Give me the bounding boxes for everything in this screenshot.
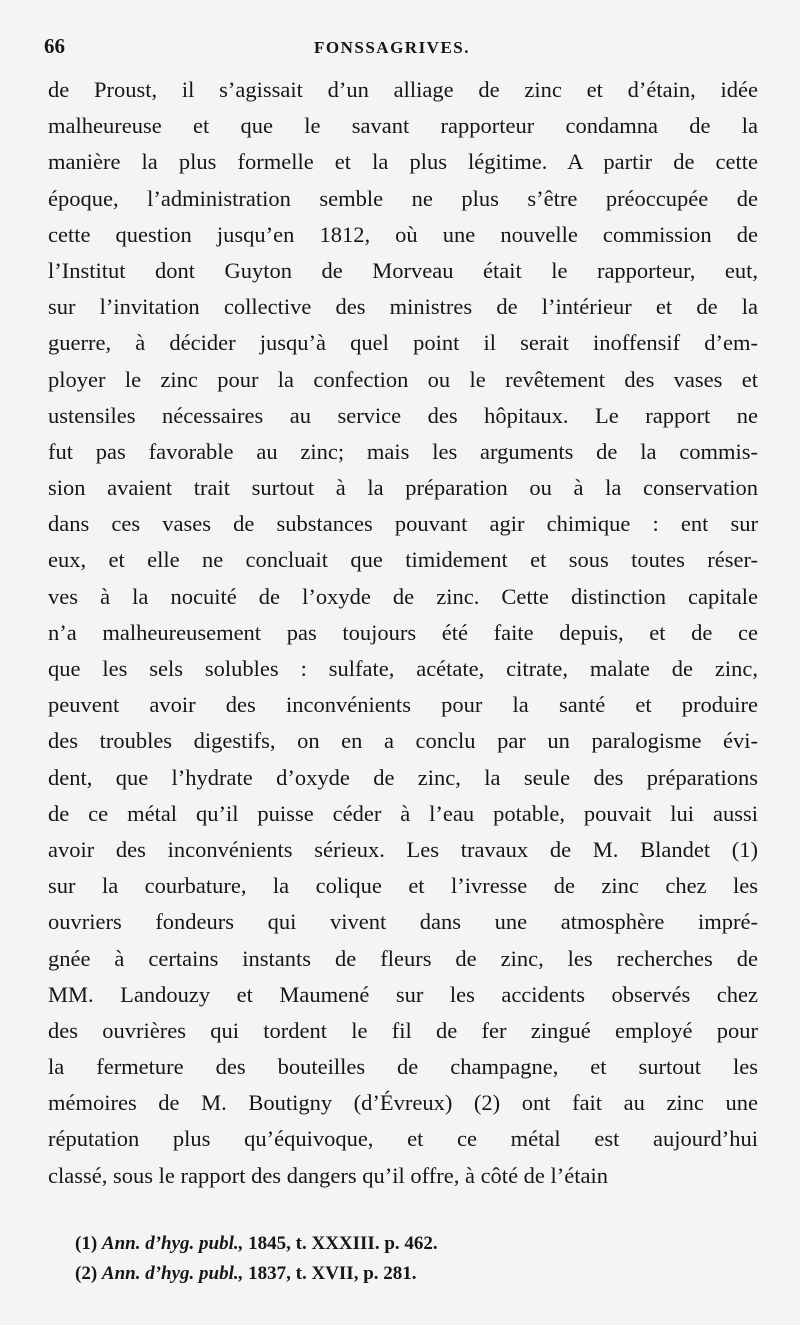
text-line: sur la courbature, la colique et l’ivresse de zinc chez les [48, 873, 758, 899]
text-line: la fermeture des bouteilles de champagne, et surtout les [48, 1054, 758, 1080]
text-line: de Proust, il s’agissait d’un alliage de zinc et d’étain, idée [48, 77, 758, 102]
text-line: malheureuse et que le savant rapporteur condamna de la [48, 113, 758, 139]
text-line: que les sels solubles : sulfate, acétate, citrate, malate de zinc, [48, 656, 758, 681]
text-line: mémoires de M. Boutigny (d’Évreux) (2) ont fait au zinc une [48, 1090, 758, 1116]
page-number: 66 [44, 34, 65, 58]
running-head: FONSSAGRIVES. [314, 38, 471, 57]
text-line: eux, et elle ne concluait que timidement et sous toutes réser- [48, 547, 758, 573]
text-line: l’Institut dont Guyton de Morveau était le rapporteur, eut, [48, 257, 758, 283]
text-line: cette question jusqu’en 1812, où une nouvelle commission de [48, 221, 758, 247]
footnote-1 [75, 1229, 635, 1259]
footnotes [75, 1229, 635, 1289]
text-line: époque, l’administration semble ne plus s’être préoccupée de [48, 185, 758, 211]
text-line: MM. Landouzy et Maumené sur les accidents observés chez [48, 981, 758, 1007]
body-text [48, 72, 758, 1194]
footnote-mark: (2) [75, 1263, 98, 1284]
text-line: ployer le zinc pour la confection ou le revêtement des vases et [48, 366, 758, 392]
text-line: sion avaient trait surtout à la préparation ou à la conservation [48, 475, 758, 501]
text-line: ustensiles nécessaires au service des hôpitaux. Le rapport ne [48, 402, 758, 428]
text-line: gnée à certains instants de fleurs de zinc, les recherches de [48, 945, 758, 971]
footnote-2 [75, 1259, 635, 1289]
text-line: guerre, à décider jusqu’à quel point il serait inoffensif d’em- [48, 330, 758, 356]
text-line: dans ces vases de substances pouvant agir chimique : ent sur [48, 511, 758, 537]
footnote-citation: 1837, t. XVII, p. 281. [248, 1263, 417, 1284]
text-line: des troubles digestifs, on en a conclu par un paralogisme évi- [48, 728, 758, 754]
text-line: fut pas favorable au zinc; mais les arguments de la commis- [48, 438, 758, 464]
page-header [44, 34, 759, 64]
text-line: dent, que l’hydrate d’oxyde de zinc, la seule des préparations [48, 764, 758, 790]
text-line: avoir des inconvénients sérieux. Les travaux de M. Blandet (1) [48, 836, 758, 862]
footnote-citation: 1845, t. XXXIII. p. 462. [248, 1233, 438, 1254]
text-line: de ce métal qu’il puisse céder à l’eau potable, pouvait lui aussi [48, 800, 758, 826]
text-line: manière la plus formelle et la plus légitime. A partir de cette [48, 149, 758, 175]
text-line: ves à la nocuité de l’oxyde de zinc. Cette distinction capitale [48, 583, 758, 609]
text-line: peuvent avoir des inconvénients pour la santé et produire [48, 692, 758, 718]
text-line: classé, sous le rapport des dangers qu’il offre, à côté de l’étain [48, 1162, 609, 1188]
text-line: des ouvrières qui tordent le fil de fer zingué employé pour [48, 1017, 758, 1043]
footnote-mark: (1) [75, 1233, 98, 1254]
text-line: réputation plus qu’équivoque, et ce métal est aujourd’hui [48, 1126, 758, 1152]
text-line: sur l’invitation collective des ministres de l’intérieur et de la [48, 294, 758, 320]
text-line: ouvriers fondeurs qui vivent dans une atmosphère impré- [48, 909, 758, 935]
footnote-source: Ann. d’hyg. publ., [101, 1233, 244, 1254]
text-line: n’a malheureusement pas toujours été faite depuis, et de ce [48, 619, 758, 645]
footnote-source: Ann. d’hyg. publ., [101, 1263, 244, 1284]
